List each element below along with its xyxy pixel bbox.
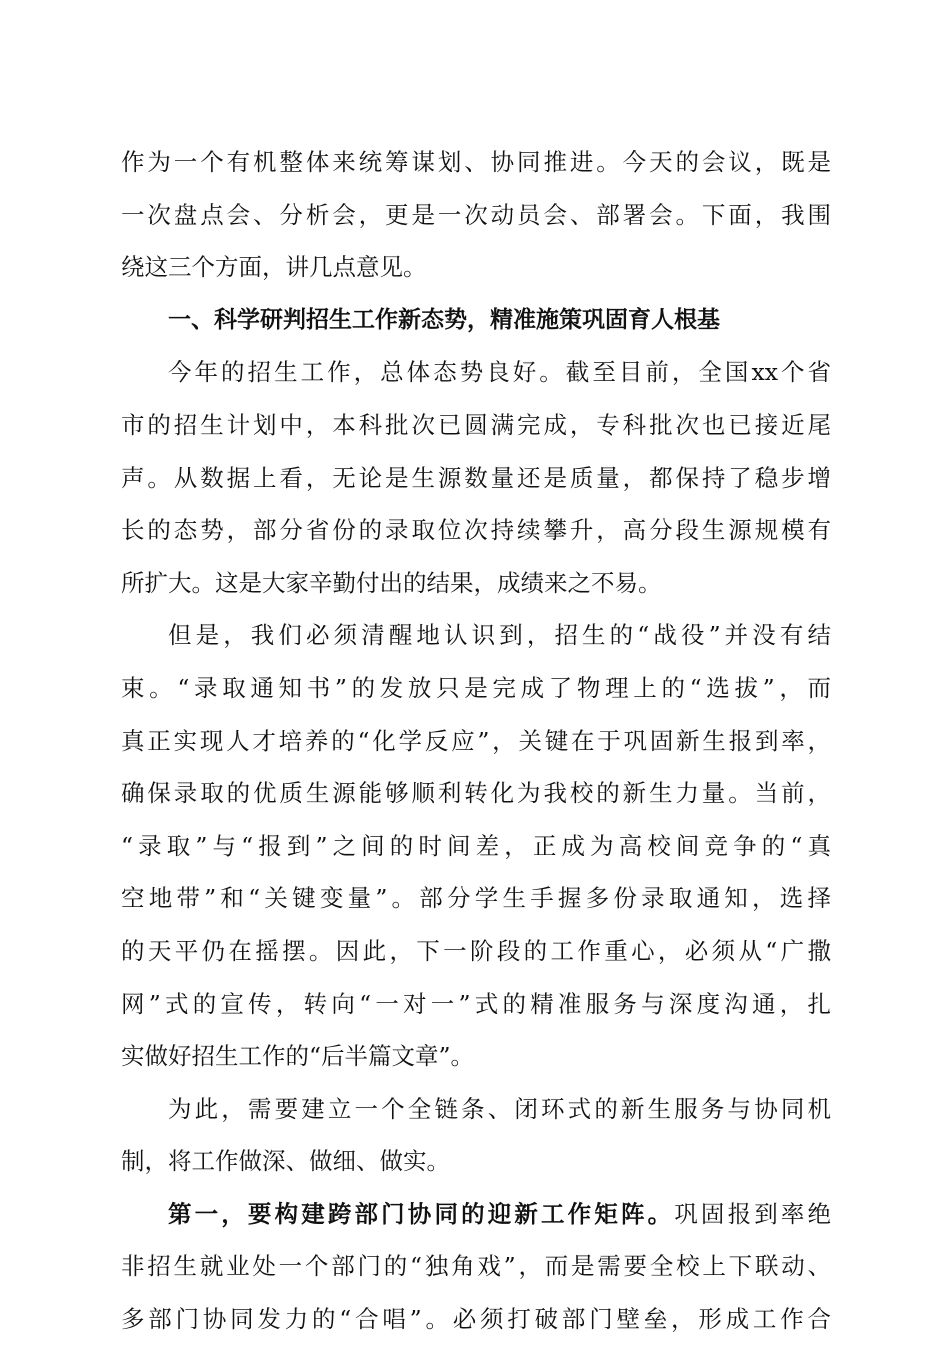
text-line: 绕这三个方面，讲几点意见。 xyxy=(121,253,427,282)
text-line: 束。“录取通知书”的发放只是完成了物理上的“选拔”，而 xyxy=(121,673,831,702)
text-line: 作为一个有机整体来统筹谋划、协同推进。今天的会议，既是 xyxy=(121,148,831,176)
text-line: 确保录取的优质生源能够顺利转化为我校的新生力量。当前， xyxy=(121,779,831,808)
intro-paragraph xyxy=(121,136,831,294)
section-heading: 一、科学研判招生工作新态势，精准施策巩固育人根基 xyxy=(168,306,720,333)
text-line: 但是，我们必须清醒地认识到，招生的“战役”并没有结 xyxy=(168,621,831,650)
text-line: 的天平仍在摇摆。因此，下一阶段的工作重心，必须从“广撒 xyxy=(121,936,831,965)
text-line: 空地带”和“关键变量”。部分学生手握多份录取通知，选择 xyxy=(121,884,831,913)
text-line: 多部门协同发力的“合唱”。必须打破部门壁垒，形成工作合 xyxy=(121,1305,831,1334)
text-line: 声。从数据上看，无论是生源数量还是质量，都保持了稳步增 xyxy=(121,463,831,492)
text-line: 今年的招生工作，总体态势良好。截至目前，全国xx个省 xyxy=(168,358,831,387)
point-lead-rest: 巩固报到率绝 xyxy=(674,1199,832,1228)
text-line xyxy=(121,1188,831,1241)
text-line: 为此，需要建立一个全链条、闭环式的新生服务与协同机 xyxy=(168,1094,831,1123)
point-lead: 第一，要构建跨部门协同的迎新工作矩阵。 xyxy=(168,1199,675,1228)
text-line: 所扩大。这是大家辛勤付出的结果，成绩来之不易。 xyxy=(121,568,662,597)
text-line: 非招生就业处一个部门的“独角戏”，而是需要全校上下联动、 xyxy=(121,1252,831,1281)
text-line: 实做好招生工作的“后半篇文章”。 xyxy=(121,1042,475,1071)
paragraph-challenge xyxy=(121,609,831,1082)
paragraph-situation xyxy=(121,346,831,609)
paragraph-mechanism xyxy=(121,1083,831,1188)
document-body xyxy=(121,136,831,1346)
text-line: “录取”与“报到”之间的时间差，正成为高校间竞争的“真 xyxy=(121,831,831,860)
text-line: 市的招生计划中，本科批次已圆满完成，专科批次也已接近尾 xyxy=(121,410,831,439)
text-line: 一次盘点会、分析会，更是一次动员会、部署会。下面，我围 xyxy=(121,200,831,229)
text-line: 制，将工作做深、做细、做实。 xyxy=(121,1147,450,1176)
paragraph-first-point xyxy=(121,1188,831,1346)
text-line: 长的态势，部分省份的录取位次持续攀升，高分段生源规模有 xyxy=(121,516,831,545)
text-line: 真正实现人才培养的“化学反应”，关键在于巩固新生报到率， xyxy=(121,726,831,755)
text-line: 网”式的宣传，转向“一对一”式的精准服务与深度沟通，扎 xyxy=(121,989,831,1018)
